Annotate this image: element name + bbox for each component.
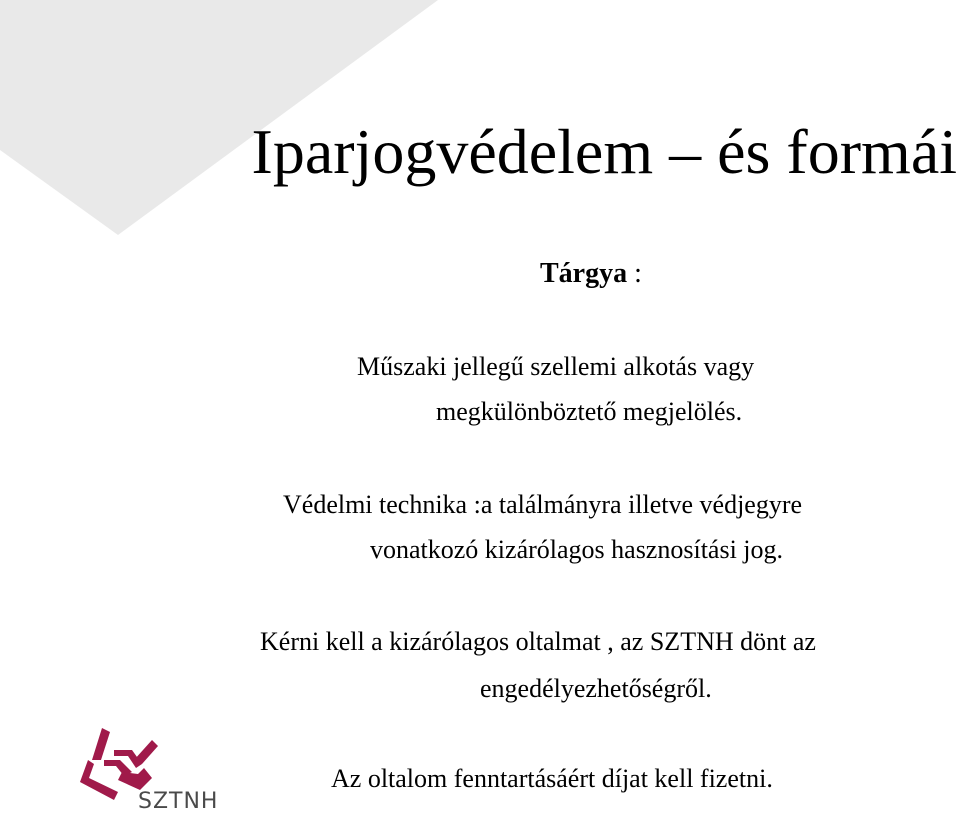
paragraph-1-line-1: Műszaki jellegű szellemi alkotás vagy [357,352,755,381]
paragraph-3-line-1: Kérni kell a kizárólagos oltalmat , az SZTNH dönt az [260,627,816,656]
paragraph-2-line-1: Védelmi technika :a találmányra illetve védjegyre [283,490,803,519]
paragraph-4-line-1: Az oltalom fenntartásáért díjat kell fizetni. [331,764,773,793]
sztnh-logo-text: SZTNH [138,789,219,814]
slide-title: Iparjogvédelem – és formái [251,116,957,187]
paragraph-3-line-2: engedélyezhetőségről. [480,674,712,703]
paragraph-1-line-2: megkülönböztető megjelölés. [436,397,743,426]
paragraph-2-line-2: vonatkozó kizárólagos hasznosítási jog. [370,535,784,564]
subject-label: Tárgya [540,258,628,289]
subject-heading [540,256,642,292]
subject-separator: : [627,258,642,289]
